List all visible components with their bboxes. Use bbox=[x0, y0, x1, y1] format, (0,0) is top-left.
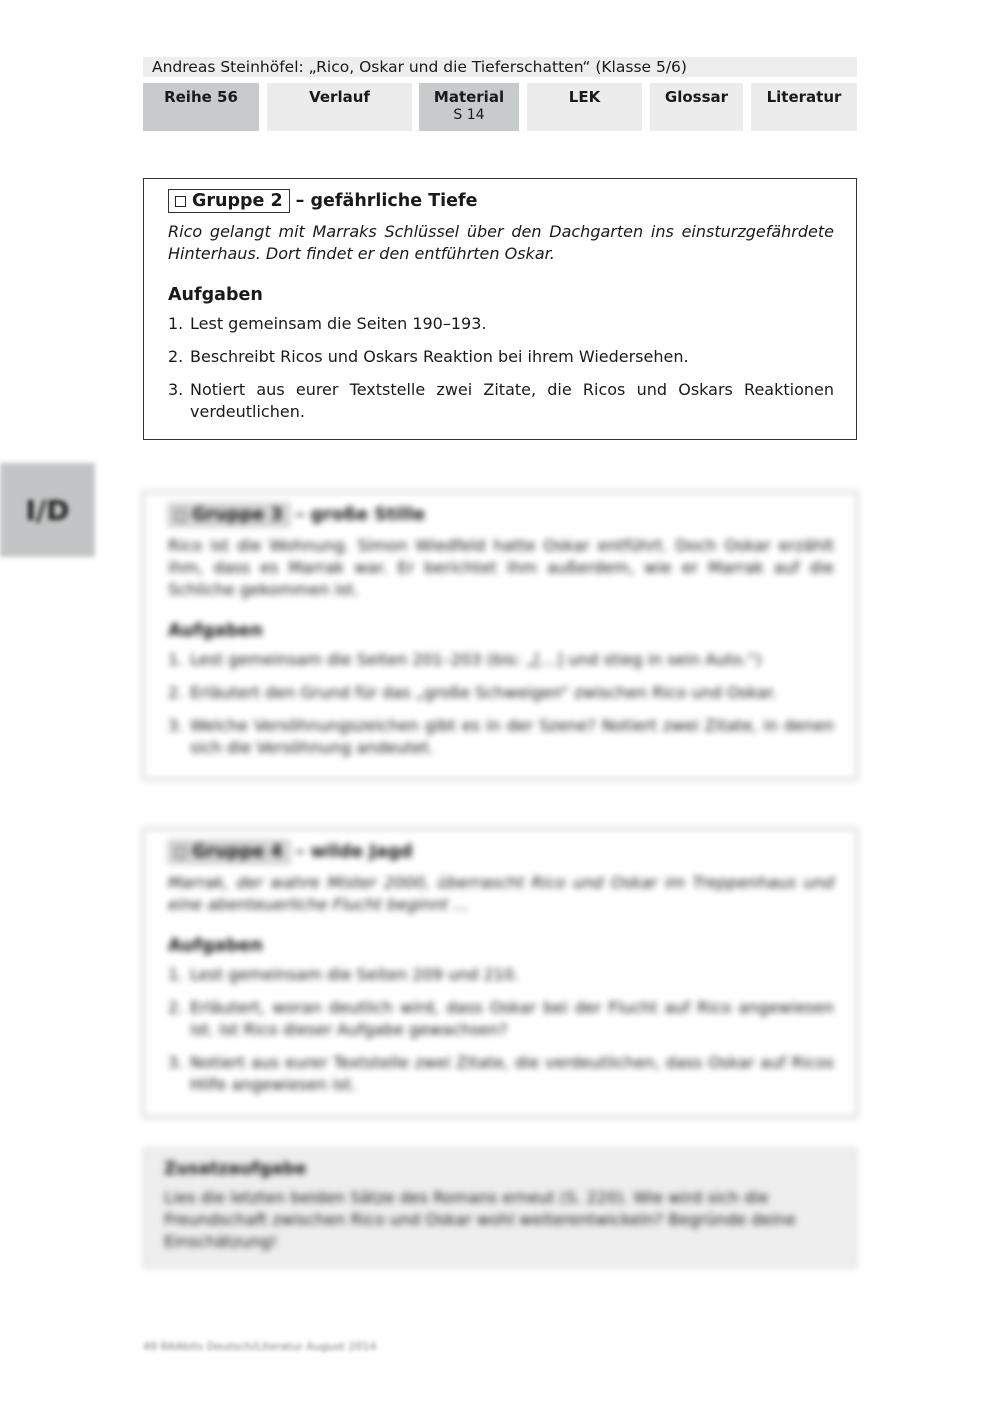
task-text: Lest gemeinsam die Seiten 190–193. bbox=[190, 314, 487, 333]
group-2-intro: Rico gelangt mit Marraks Schlüssel über den Dachgarten ins einsturzgefährdete Hinterhaus. Dort findet er den entführten Oskar. bbox=[168, 222, 834, 263]
group-3-aufgaben-heading: Aufgaben bbox=[168, 621, 263, 641]
task-number: 3. bbox=[168, 380, 184, 399]
side-badge: I/D bbox=[0, 463, 95, 557]
task-number: 1. bbox=[168, 965, 184, 984]
zusatz-box bbox=[143, 1148, 857, 1268]
tab-material-page: S 14 bbox=[453, 107, 485, 123]
checkbox-icon[interactable] bbox=[175, 196, 186, 207]
document-header: Andreas Steinhöfel: „Rico, Oskar und die Tieferschatten“ (Klasse 5/6) bbox=[143, 57, 857, 77]
task-number: 2. bbox=[168, 683, 184, 702]
tab-lek-label: LEK bbox=[568, 88, 601, 106]
task-item bbox=[168, 346, 834, 368]
checkbox-icon[interactable] bbox=[175, 847, 186, 858]
group-4-intro: Marrak, der wahre Mister 2000, überrascht Rico und Oskar im Treppenhaus und eine abenteuerliche Flucht beginnt … bbox=[168, 873, 834, 914]
group-4-label bbox=[168, 840, 290, 864]
group-2-label bbox=[168, 189, 290, 213]
task-text: Beschreibt Ricos und Oskars Reaktion bei ihrem Wiedersehen. bbox=[190, 347, 689, 366]
group-2-title bbox=[168, 189, 834, 213]
tab-reihe[interactable] bbox=[143, 83, 259, 131]
tab-glossar-label: Glossar bbox=[664, 88, 729, 106]
task-item bbox=[168, 1052, 834, 1096]
task-number: 3. bbox=[168, 1053, 184, 1072]
task-text: Notiert aus eurer Textstelle zwei Zitate, die verdeutlichen, dass Oskar auf Ricos Hilfe angewiesen ist. bbox=[190, 1053, 834, 1094]
group-4-label-text: Gruppe 4 bbox=[192, 842, 283, 862]
task-item bbox=[168, 715, 834, 759]
zusatz-title: Zusatzaufgabe bbox=[164, 1159, 307, 1179]
group-4-suffix: – wilde Jagd bbox=[295, 842, 413, 862]
tab-glossar[interactable] bbox=[650, 83, 743, 131]
task-number: 1. bbox=[168, 314, 184, 333]
group-3-title bbox=[168, 503, 834, 527]
task-number: 2. bbox=[168, 998, 184, 1017]
tab-lek[interactable] bbox=[527, 83, 642, 131]
group-3-label bbox=[168, 503, 290, 527]
group-3-suffix: – große Stille bbox=[295, 505, 426, 525]
group-3-label-text: Gruppe 3 bbox=[192, 505, 283, 525]
task-text: Welche Versöhnungszeichen gibt es in der Szene? Notiert zwei Zitate, in denen sich die Versöhnung andeutet. bbox=[190, 716, 834, 757]
task-item bbox=[168, 649, 834, 671]
task-text: Erläutert, woran deutlich wird, dass Oskar bei der Flucht auf Rico angewiesen ist. Ist Rico dieser Aufgabe gewachsen? bbox=[190, 998, 834, 1039]
group-2-aufgaben-heading: Aufgaben bbox=[168, 285, 263, 305]
tab-material[interactable] bbox=[419, 83, 519, 131]
group-3-box bbox=[143, 492, 857, 779]
task-item bbox=[168, 997, 834, 1041]
task-number: 2. bbox=[168, 347, 184, 366]
task-text: Lest gemeinsam die Seiten 209 und 210. bbox=[190, 965, 520, 984]
tab-literatur[interactable] bbox=[751, 83, 857, 131]
group-4-title bbox=[168, 840, 834, 864]
page-footer: 49 RAAbits Deutsch/Literatur August 2014 bbox=[143, 1340, 377, 1353]
group-3-intro: Rico ist die Wohnung. Simon Wiedfeld hatte Oskar entführt. Doch Oskar erzählt ihm, dass es Marrak war. Er berichtet ihm außerdem, wie er Marrak auf die Schliche gekommen ist. bbox=[168, 536, 834, 599]
group-2-task-list bbox=[168, 313, 834, 423]
task-number: 3. bbox=[168, 716, 184, 735]
group-4-aufgaben-heading: Aufgaben bbox=[168, 936, 263, 956]
group-2-suffix: – gefährliche Tiefe bbox=[295, 191, 478, 211]
group-3-task-list bbox=[168, 649, 834, 759]
checkbox-icon[interactable] bbox=[175, 510, 186, 521]
group-4-box bbox=[143, 829, 857, 1117]
task-number: 1. bbox=[168, 650, 184, 669]
group-2-label-text: Gruppe 2 bbox=[192, 191, 283, 211]
tab-verlauf[interactable] bbox=[267, 83, 412, 131]
group-4-task-list bbox=[168, 964, 834, 1096]
task-item bbox=[168, 313, 834, 335]
task-item bbox=[168, 682, 834, 704]
zusatz-text: Lies die letzten beiden Sätze des Romans erneut (S. 220). Wie wird sich die Freundschaft zwischen Rico und Oskar wohl weiterentwickeln? Begründe deine Einschätzung! bbox=[164, 1188, 796, 1251]
task-text: Lest gemeinsam die Seiten 201–203 (bis: „[…] und stieg in sein Auto.“) bbox=[190, 650, 762, 669]
tab-literatur-label: Literatur bbox=[766, 88, 842, 106]
task-item bbox=[168, 379, 834, 423]
task-text: Notiert aus eurer Textstelle zwei Zitate, die Ricos und Oskars Reaktionen verdeutlichen. bbox=[190, 380, 834, 421]
tab-material-label: Material bbox=[433, 88, 505, 106]
tab-reihe-label: Reihe 56 bbox=[164, 88, 238, 106]
tab-verlauf-label: Verlauf bbox=[309, 88, 370, 106]
task-item bbox=[168, 964, 834, 986]
task-text: Erläutert den Grund für das „große Schweigen“ zwischen Rico und Oskar. bbox=[190, 683, 777, 702]
group-2-box bbox=[143, 178, 857, 440]
